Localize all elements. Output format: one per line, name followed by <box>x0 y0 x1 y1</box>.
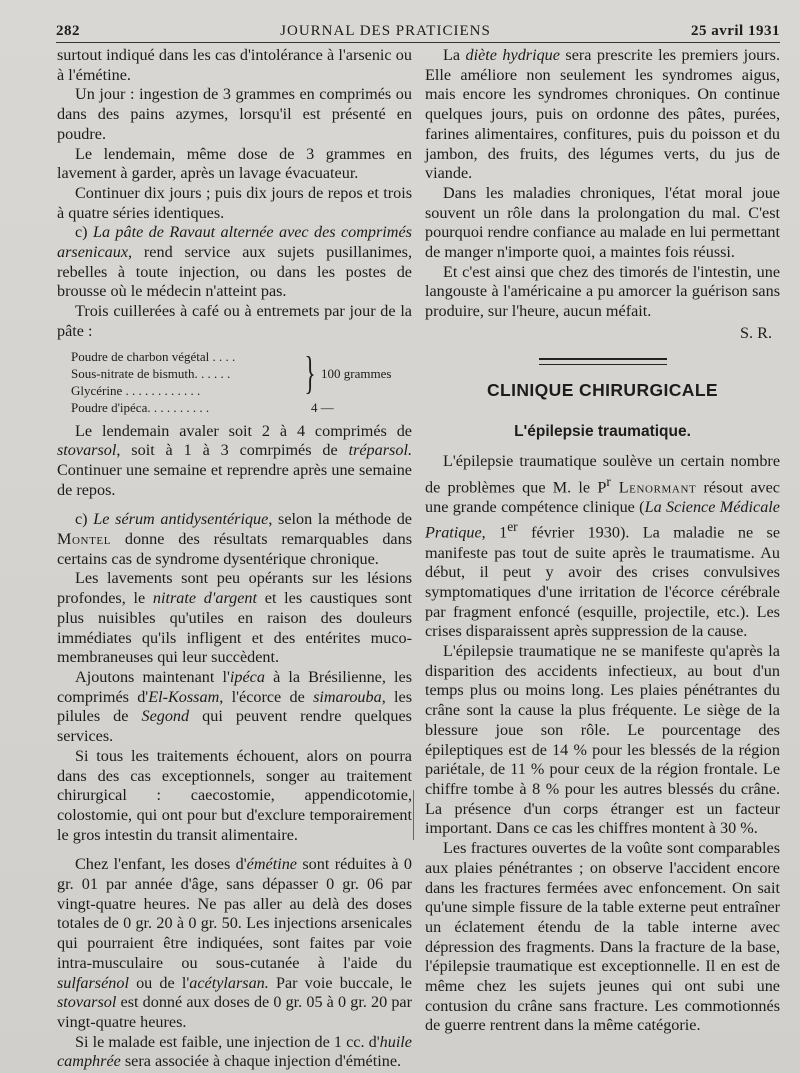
journal-title: JOURNAL DES PRATICIENS <box>280 23 491 39</box>
prescription-table <box>71 348 412 416</box>
paragraph: Continuer dix jours ; puis dix jours de repos et trois à quatre séries identiques. <box>57 183 412 222</box>
paragraph: Si tous les traitements échouent, alors on pourra dans des cas exceptionnels, songer au traitement chirurgical : caecostomie, appendicotomie, colostomie, qui ont pour but d'exclure temporairement le gros intestin du transit alimentaire. <box>57 746 412 844</box>
emphasis: Segond <box>141 707 190 726</box>
superscript: r <box>606 473 611 489</box>
text-run: , soit à 1 à 3 comrpimés de <box>116 441 349 460</box>
text-run: sont réduites à 0 gr. 01 par année d'âge, sans dépasser 0 gr. 06 par vingt-quatre heures. Ne pas aller au delà des doses totales de 0 gr. 20 à 0 gr. 50. Les injections arsenicales qui pourraient être indiquées, sont faites par voie intra-musculaire ou sous-cutanée à l'aide du <box>57 855 412 972</box>
author-name: Lenormant <box>610 478 697 497</box>
rx-quantity: 100 grammes <box>321 365 392 381</box>
text-run: , selon la méthode de <box>268 510 412 529</box>
paragraph: Dans les maladies chroniques, l'état moral joue souvent un rôle dans la prolongation du mal. C'est pourquoi rendre confiance au malade en lui permettant de manger n'importe quoi, a maintes fois réussi. <box>425 183 780 262</box>
text-run: sera associée à chaque injection d'émétine. <box>120 1052 402 1071</box>
emphasis: stovarsol <box>57 441 117 460</box>
paragraph: Et c'est ainsi que chez des timorés de l'intestin, une langouste à l'américaine a pu amorcer la guérison sans produire, sur l'heure, aucun méfait. <box>425 262 780 321</box>
emphasis: acétylarsan. <box>189 973 269 992</box>
section-divider <box>539 358 667 365</box>
article-title: L'épilepsie traumatique. <box>514 423 691 441</box>
paragraph: Les fractures ouvertes de la voûte sont comparables aux plaies pénétrantes ; on observe l'accident encore dans les fractures fermées avec enfoncement. On sait qu'une simple fissure de la table externe peut entraîner un éclatement étendu de la table interne avec dépression des fragments. Dans la fracture de la base, l'épilepsie traumatique est exceptionnelle. Il en est de même chez les sujets jeunes qui ont subi une contusion du crâne sans fracture. Les commotionnés de guerre rentrent dans la même catégorie. <box>425 839 780 1035</box>
author-name: Montel <box>57 530 112 549</box>
text-run: Si le malade est faible, une injection de 1 cc. d' <box>75 1032 380 1051</box>
paragraph: L'épilepsie traumatique ne se manifeste qu'après la disparition des accidents infectieux, au bout d'un temps plus ou moins long. Les plaies pénétrantes du crâne sont la cause la plus fréquente. Le siège de la blessure joue son rôle. Le pourcentage des épileptiques est de 14 % pour les blessés de la région pariétale, de 11 % pour ceux de la région frontale. Le chiffre tombe à 8 % pour les autres blessés du crâne. La présence d'un corps étranger est un facteur important. Dans ce cas les chiffres montent à 30 %. <box>425 642 780 838</box>
text-run: Chez l'enfant, les doses d' <box>75 855 247 874</box>
issue-date: 25 avril 1931 <box>690 23 780 39</box>
emphasis: huile camphrée <box>57 1032 412 1071</box>
emphasis: tréparsol. <box>348 441 412 460</box>
paragraph <box>57 668 412 747</box>
emphasis: La pâte de Ravaut alternée avec des comprimés arsenicaux <box>57 223 412 262</box>
text-run: résout avec une grande compétence clinique ( <box>425 478 780 516</box>
emphasis: nitrate d'argent <box>152 589 258 608</box>
rx-item: Sous-nitrate de bismuth. . . . . . <box>71 365 231 381</box>
column-divider <box>413 790 414 840</box>
emphasis: La Science Médicale Pratique <box>425 497 780 542</box>
rx-item: Glycérine . . . . . . . . . . . . <box>71 382 201 398</box>
page-header <box>56 14 780 43</box>
text-run: , rend service aux sujets pusillanimes, rebelles à toute injection, ou dans les postes de brousse où le médecin n'atteint pas. <box>57 243 412 301</box>
text-run: La <box>443 46 466 64</box>
rx-item: Poudre de charbon végétal . . . . <box>71 348 236 364</box>
text-run: ou de l' <box>128 973 190 992</box>
text-run: février 1930). La maladie ne se manifeste pas tout de suite après le traumatisme. Au début, il peut y avoir des crises convulsives symptomatiques d'une irritation de l'écorce cérébrale par fragment enfoncé (esquille, projectile, etc.). Les crises disparaissent après suppression de la cause. <box>425 523 781 641</box>
text-run: Par voie buccale, le <box>268 973 412 992</box>
emphasis: sulfarsénol <box>57 973 129 992</box>
text-run: , 1 <box>481 523 508 542</box>
text-run: sera prescrite les premiers jours. Elle améliore non seulement les syndromes aigus, mais encore les syndromes chroniques. On continue quelques jours, puis on ordonne des pâtes, purées, farines alimentaires, confitures, puis du poisson et du jambon, des fruits, des légumes verts, du jus de viande. <box>425 46 780 183</box>
text-run: Le lendemain avaler soit 2 à 4 comprimés de <box>75 421 412 440</box>
paragraph <box>57 223 412 302</box>
paragraph: Trois cuillerées à café ou à entremets par jour de la pâte : <box>57 302 412 340</box>
paragraph: Le lendemain, même dose de 3 grammes en lavement à garder, après un lavage évacuateur. <box>57 144 412 183</box>
text-run: , l'écorce de <box>219 687 314 706</box>
rx-dose: 4 — <box>311 399 334 415</box>
signature: S. R. <box>740 323 772 342</box>
text-run: qui peuvent rendre quelques services. <box>57 707 412 746</box>
text-run: et les caustiques sont plus nuisibles qu'utiles en raison des douleurs immédiates qu'ils infligent et des entérites muco-membraneuses qui leur succèdent. <box>57 589 413 667</box>
emphasis: ipéca <box>229 667 265 686</box>
paragraph <box>57 422 412 501</box>
text-run: L'épilepsie traumatique soulève un certain nombre de problèmes que M. le P <box>425 451 780 497</box>
paragraph <box>57 1033 412 1072</box>
emphasis: Le sérum antidysentérique <box>93 510 269 529</box>
text-run: , les pilules de <box>57 687 413 726</box>
text-run: est donné aux doses de 0 gr. 05 à 0 gr. 20 par vingt-quatre heures. <box>57 993 412 1031</box>
paragraph <box>57 510 412 569</box>
list-marker: c) <box>75 510 94 529</box>
emphasis: El-Kossam <box>148 687 220 706</box>
list-marker: c) <box>75 223 93 242</box>
emphasis: émétine <box>246 855 297 874</box>
paragraph <box>425 452 780 642</box>
paragraph: Un jour : ingestion de 3 grammes en comprimés ou dans des pains azymes, lorsqu'il est présenté en poudre. <box>57 85 412 143</box>
section-title: CLINIQUE CHIRURGICALE <box>486 379 719 400</box>
text-run: Continuer une semaine et reprendre après une semaine de repos. <box>57 460 412 499</box>
text-run: à la Brésilienne, les comprimés d' <box>57 667 412 706</box>
paragraph: surtout indiqué dans les cas d'intolérance à l'arsenic ou à l'émétine. <box>57 46 412 84</box>
text-run: Ajoutons maintenant l' <box>75 667 230 686</box>
emphasis: diète hydrique <box>465 46 560 64</box>
paragraph <box>57 569 412 668</box>
brace-glyph: } <box>304 346 316 398</box>
text-run: Les lavements sont peu opérants sur les lésions profondes, le <box>57 569 412 608</box>
paragraph <box>425 46 780 184</box>
rx-item: Poudre d'ipéca. . . . . . . . . . <box>71 399 210 415</box>
page-number: 282 <box>56 23 80 39</box>
emphasis: stovarsol <box>57 993 117 1012</box>
emphasis: simarouba <box>313 687 382 706</box>
text-run: donne des résultats remarquables dans certains cas de syndrome dysentérique chronique. <box>57 530 412 568</box>
superscript: er <box>507 519 518 535</box>
right-column <box>425 46 780 1036</box>
paragraph <box>57 855 412 1032</box>
left-column <box>57 46 412 1072</box>
